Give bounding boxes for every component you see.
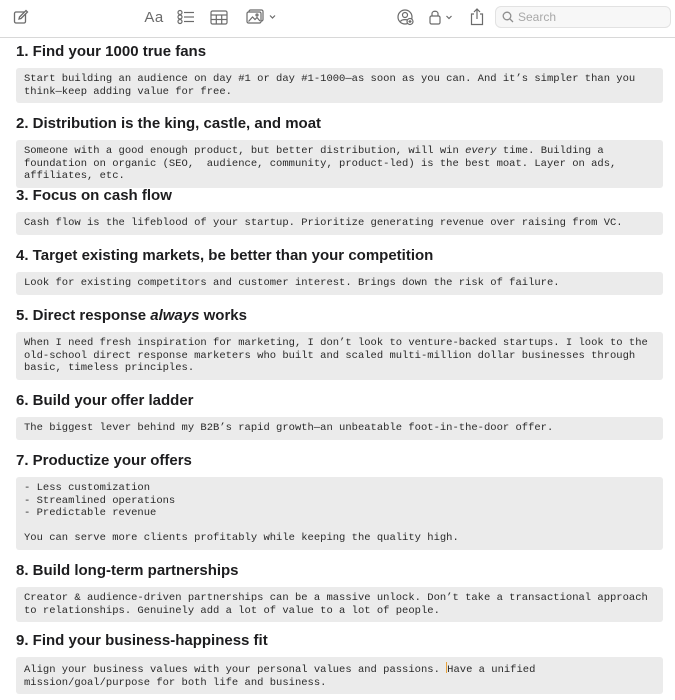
section-8 [16,561,663,622]
section-title: 1. Find your 1000 true fans [16,43,207,60]
section-title: 3. Focus on cash flow [16,187,172,204]
title-emphasis: always [150,307,200,324]
code-block [16,140,663,188]
section-title: 7. Productize your offers [16,452,192,469]
text-run: Someone with a good enough product, but better distribution, will win [24,145,466,157]
code-block: Creator & audience-driven partnerships can be a massive unlock. Don’t take a transactional approach to relationships. Genuinely add a lot of value to a lot of people. [16,587,663,622]
code-block: When I need fresh inspiration for marketing, I don’t look to venture-backed startups. I look to the old-school direct response marketers who built and scaled multi-million dollar businesses through basic, timeless principles. [16,332,663,380]
collaborate-icon[interactable] [394,6,416,28]
code-block: The biggest lever behind my B2B’s rapid growth—an unbeatable foot-in-the-door offer. [16,417,663,440]
section-title [16,306,663,325]
title-run: works [199,307,247,324]
section-3 [16,186,663,235]
section-2 [16,114,663,188]
section-9 [16,631,663,694]
list-item: - Predictable revenue [24,507,157,520]
code-block [16,477,663,550]
emphasis-text: every [465,145,497,157]
code-block: Look for existing competitors and customer interest. Brings down the risk of failure. [16,272,663,295]
title-run: 5. Direct response [16,307,151,324]
text-run: Align your business values with your personal values and passions. [24,664,447,676]
section-7 [16,451,663,550]
section-title: 4. Target existing markets, be better than your competition [16,247,434,264]
list-item: - Streamlined operations [24,494,176,507]
lock-icon[interactable] [426,6,456,28]
section-title: 2. Distribution is the king, castle, and moat [16,115,322,132]
section-title: 6. Build your offer ladder [16,392,194,409]
media-icon[interactable] [245,6,279,28]
search-icon [502,11,514,23]
code-block [16,657,663,694]
section-title: 9. Find your business-happiness fit [16,632,268,649]
code-block: Start building an audience on day #1 or day #1-1000—as soon as you can. And it’s simpler than you think—keep adding value for free. [16,68,663,103]
checklist-icon[interactable] [175,6,197,28]
share-icon[interactable] [467,6,487,28]
toolbar [0,0,675,38]
search-input[interactable] [514,10,658,24]
block-text: You can serve more clients profitably while keeping the quality high. [24,532,459,545]
list-item: - Less customization [24,482,151,494]
text-run: time. Building a foundation on organic (SEO, audience, community, product-led) is the best moat. Layer on ads, affiliates, etc. [24,145,623,183]
section-5 [16,306,663,380]
search-field[interactable] [495,6,671,28]
section-4 [16,246,663,295]
compose-icon[interactable] [10,6,32,28]
text-run: Have a unified mission/goal/purpose for both life and business. [24,664,542,689]
section-6 [16,391,663,440]
section-title: 8. Build long-term partnerships [16,562,239,579]
section-1 [16,42,663,103]
format-button[interactable]: Aa [144,8,164,26]
table-icon[interactable] [208,6,230,28]
code-block: Cash flow is the lifeblood of your startup. Prioritize generating revenue over raising from VC. [16,212,663,235]
